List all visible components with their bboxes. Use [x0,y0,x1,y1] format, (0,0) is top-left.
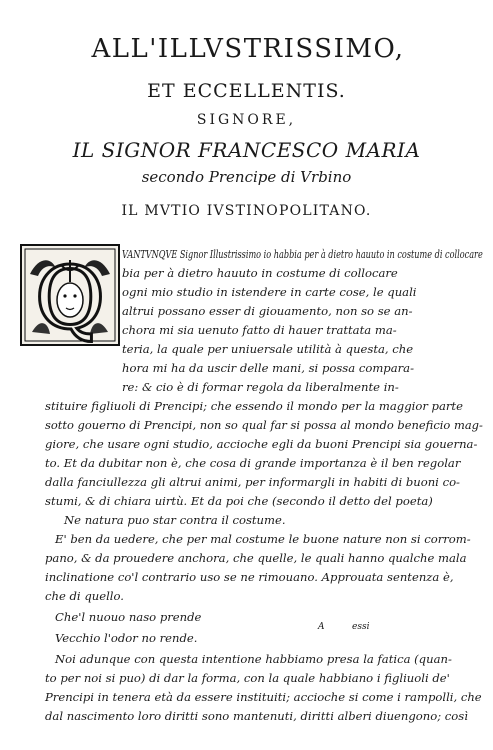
ornament-icon [20,244,120,346]
text-line: inclinatione co'l contrario uso se ne rimouano. Approuata sentenza è, [45,570,454,584]
text-line: stumi, & di chiara uirtù. Et da poi che (secondo il detto del poeta) [45,494,433,508]
text-line: Vecchio l'odor no rende. [55,631,198,645]
dedication-title: ALL'ILLVSTRISSIMO, [91,34,405,64]
text-line: to per noi si puo) di dar la forma, con la quale habbiano i figliuoli de' [45,671,450,685]
text-line: chora mi sia uenuto fatto di hauer trattata ma- [122,323,397,337]
text-line: to. Et da dubitar non è, che cosa di grande importanza è il ben regolar [45,456,461,470]
text-line: re: & cio è di formar regola da liberalmente in- [122,380,399,394]
signature-mark: A [318,622,325,632]
text-line: Che'l nuouo naso prende [55,610,202,624]
text-line: Prencipi in tenera età da essere instituiti; accioche si come i rampolli, che [45,690,482,704]
text-line: Noi adunque con questa intentione habbiamo presa la fatica (quan- [55,652,452,666]
text-line: VANTVNQVE Signor Illustrissimo io habbia per à dietro hauuto in costume di collocare [122,247,483,261]
text-line: dalla fanciullezza gli altrui animi, per informargli in habiti di buoni co- [45,475,460,489]
text-line: che di quello. [45,589,124,603]
catchword: essi [352,622,370,632]
text-line: E' ben da uedere, che per mal costume le buone nature non si corrom- [55,532,471,546]
text-line: teria, la quale per uniuersale utilità à questa, che [122,342,414,356]
text-line: sotto gouerno di Prencipi, non so qual far si possa al mondo beneficio mag- [45,418,483,432]
dedicatee-title: secondo Prencipe di Vrbino [141,168,352,186]
dedicatee-name: IL SIGNOR FRANCESCO MARIA [72,138,421,162]
dedication-subtitle: ET ECCELLENTIS. [147,80,346,102]
text-line: giore, che usare ogni studio, accioche egli da buoni Prencipi sia gouerna- [45,437,478,451]
text-line: altrui possano esser di giouamento, non so se an- [122,304,413,318]
initial-letter: Q [34,249,106,346]
text-line: stituire figliuoli di Prencipi; che essendo il mondo per la maggior parte [45,399,463,413]
text-line: pano, & da prouedere anchora, che quelle, le quali hanno qualche mala [45,551,467,565]
dedication-salutation: SIGNORE, [196,112,297,128]
decorated-initial-q [20,244,120,346]
text-line: dal nascimento loro diritti sono mantenuti, diritti alberi diuengono; così [45,709,468,723]
text-line: hora mi ha da uscir delle mani, si possa compara- [122,361,415,375]
text-line: ogni mio studio in istendere in carte cose, le quali [122,285,417,299]
text-line: bia per à dietro hauuto in costume di collocare [122,266,398,280]
author-line: IL MVTIO IVSTINOPOLITANO. [121,203,372,219]
text-line: Ne natura puo star contra il costume. [64,513,286,527]
